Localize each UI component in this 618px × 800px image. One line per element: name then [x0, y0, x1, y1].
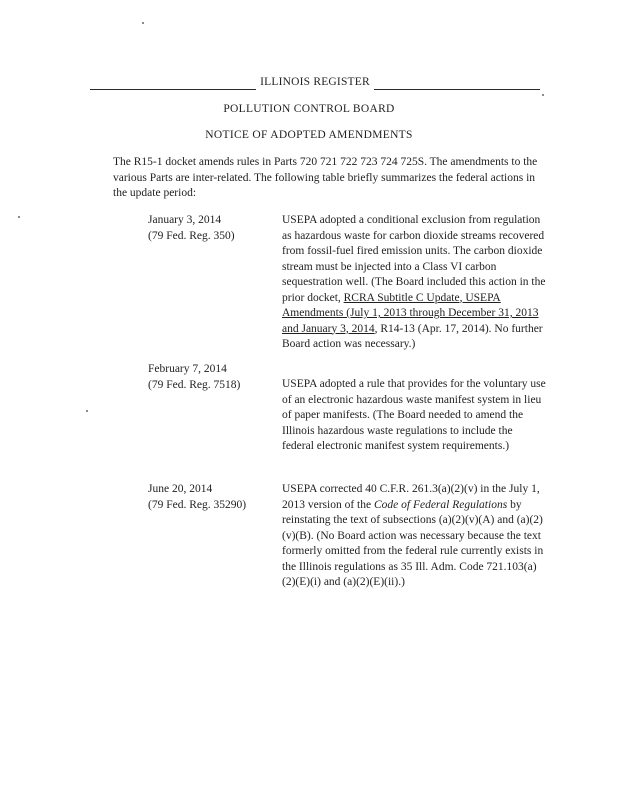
- entry-citation: (79 Fed. Reg. 35290): [148, 498, 247, 511]
- entry-date-block: [148, 213, 273, 244]
- entry-date: February 7, 2014: [148, 363, 227, 375]
- register-title: ILLINOIS REGISTER: [260, 76, 370, 88]
- entry-desc-text: USEPA adopted a conditional exclusion from regulation as hazardous waste for carbon dioxide streams recovered from fossil-fuel fired emission units. The carbon dioxide stream must be injected into a Class VI carbon sequestration well. (The Board included this action in the prior docket,: [282, 214, 546, 304]
- scan-speck: [542, 94, 544, 96]
- entry-date: June 20, 2014: [148, 483, 213, 495]
- docket-title: RCRA Subtitle C Update, USEPA Amendments (July 1, 2013 through December 31, 2013 and January 3, 2014: [282, 291, 539, 335]
- entry-description: USEPA adopted a rule that provides for the voluntary use of an electronic hazardous waste manifest system in lieu of paper manifests. (The Board needed to amend the Illinois hazardous waste regulations to include the federal electronic manifest system requirements.): [282, 378, 546, 452]
- scan-speck: [142, 22, 144, 24]
- entry-date-block: [148, 362, 273, 393]
- entry-desc-text: by reinstating the text of subsections (a)(2)(v)(A) and (a)(2)(v)(B). (No Board action was necessary because the text formerly omitted from the federal rule currently exists in the Illinois regulations as 35 Ill. Adm. Code 721.103(a)(2)(E)(i) and (a)(2)(E)(ii).): [282, 498, 544, 588]
- register-header: [90, 76, 540, 90]
- entry-desc-text: , R14-13 (Apr. 17, 2014). No further Board action was necessary.): [282, 322, 543, 350]
- scan-speck: [18, 216, 20, 218]
- board-heading: POLLUTION CONTROL BOARD: [223, 103, 395, 115]
- header-rule-left: [90, 89, 256, 90]
- entry-date: January 3, 2014: [148, 214, 222, 226]
- entry-date-block: [148, 482, 273, 513]
- header-rule-right: [374, 89, 540, 90]
- entry-description: [282, 482, 547, 591]
- entry-desc-text: USEPA corrected 40 C.F.R. 261.3(a)(2)(v) in the July 1, 2013 version of the: [282, 483, 540, 511]
- entry-description: [282, 213, 547, 353]
- intro-paragraph: The R15-1 docket amends rules in Parts 720 721 722 723 724 725S. The amendments to the various Parts are inter-related. The following table briefly summarizes the federal actions in the update period:: [113, 156, 538, 199]
- entry-citation: (79 Fed. Reg. 350): [148, 229, 235, 242]
- notice-heading: NOTICE OF ADOPTED AMENDMENTS: [205, 129, 413, 141]
- cfr-title: Code of Federal Regulations: [373, 498, 508, 511]
- scan-speck: [86, 410, 88, 412]
- entry-citation: (79 Fed. Reg. 7518): [148, 378, 241, 391]
